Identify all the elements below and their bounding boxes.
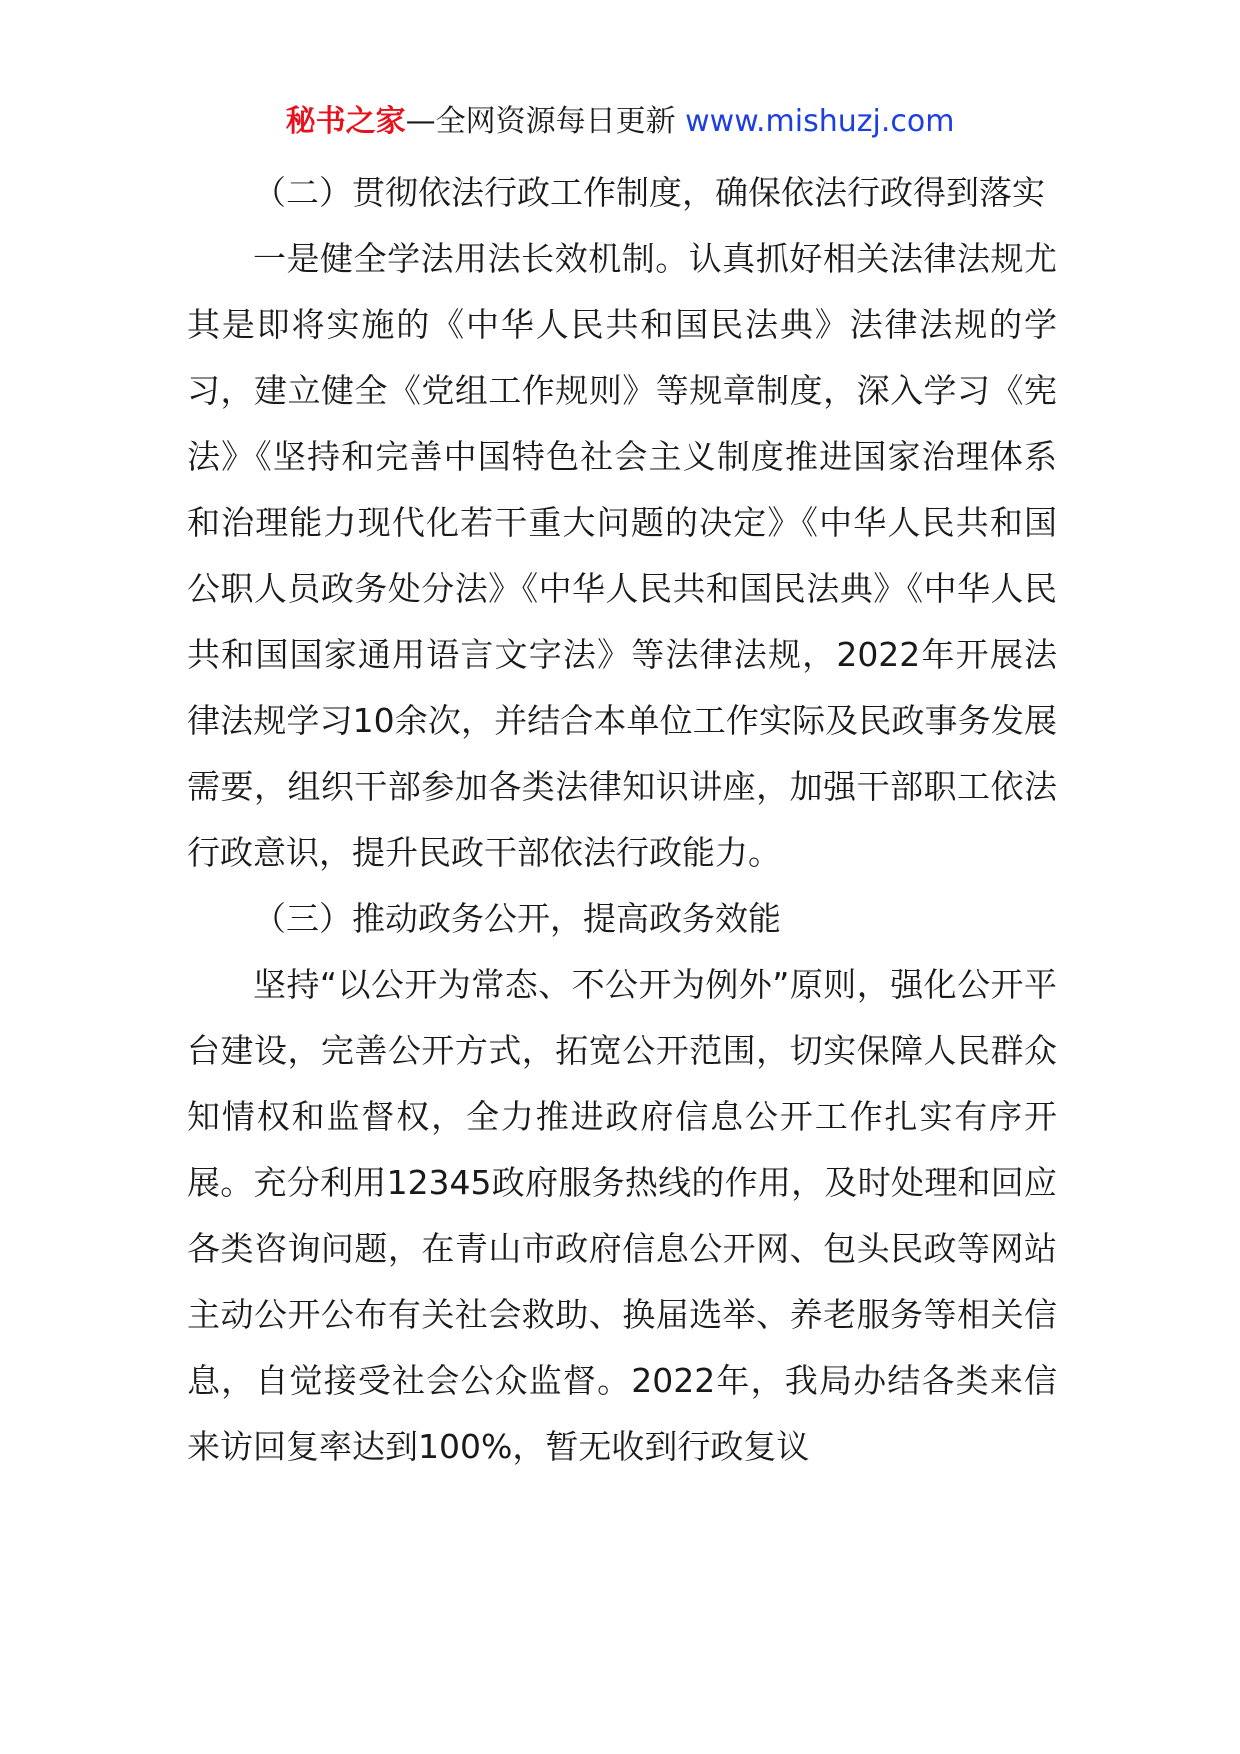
body-paragraph-2: 坚持“以公开为常态、不公开为例外”原则，强化公开平台建设，完善公开方式，拓宽公开范围，切实保障人民群众知情权和监督权，全力推进政府信息公开工作扎实有序开展。充分利用12345政府服务热线的作用，及时处理和回应各类咨询问题，在青山市政府信息公开网、包头民政等网站主动公开公布有关社会救助、换届选举、养老服务等相关信息，自觉接受社会公众监督。2022年，我局办结各类来信来访回复率达到100%，暂无收到行政复议 [187,965,1057,1466]
site-header [0,100,1240,144]
site-brand: 秘书之家 [285,104,406,139]
section-heading-3: （三）推动政务公开，提高政务效能 [253,899,781,938]
site-tagline: —全网资源每日更新 [405,104,686,139]
site-url-link[interactable]: www.mishuzj.com [685,104,955,139]
document-body [187,160,1057,1480]
body-paragraph-1: 一是健全学法用法长效机制。认真抓好相关法律法规尤其是即将实施的《中华人民共和国民法典》法律法规的学习，建立健全《党组工作规则》等规章制度，深入学习《宪法》《坚持和完善中国特色社会主义制度推进国家治理体系和治理能力现代化若干重大问题的决定》《中华人民共和国公职人员政务处分法》《中华人民共和国民法典》《中华人民共和国国家通用语言文字法》等法律法规，2022年开展法律法规学习10余次，并结合本单位工作实际及民政事务发展需要，组织干部参加各类法律知识讲座，加强干部职工依法行政意识，提升民政干部依法行政能力。 [187,239,1057,872]
section-heading-2: （二）贯彻依法行政工作制度，确保依法行政得到落实 [253,173,1045,212]
